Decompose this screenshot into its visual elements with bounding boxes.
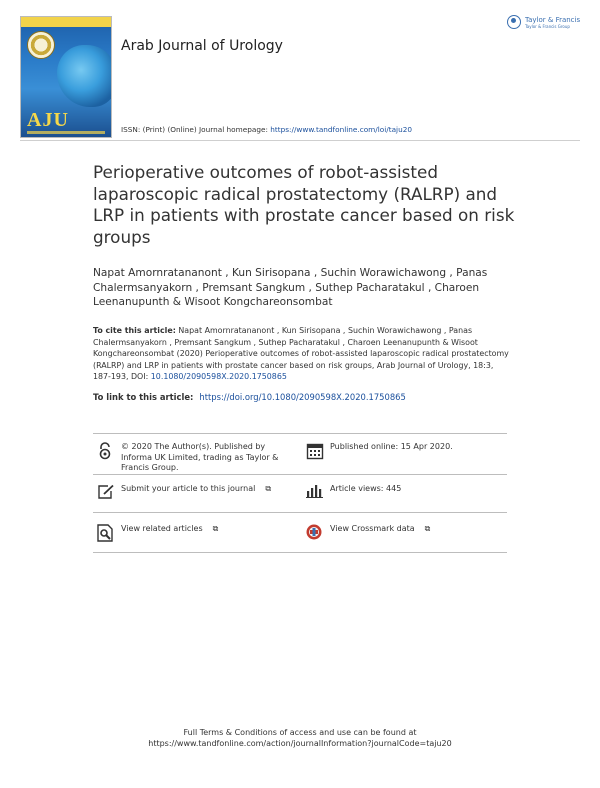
info-divider-2 (93, 512, 507, 513)
citation (93, 325, 513, 383)
external-link-icon: ⧉ (424, 524, 431, 533)
crossmark-link[interactable]: View Crossmark data (330, 524, 415, 533)
cover-artwork (57, 45, 112, 107)
external-link-icon: ⧉ (265, 484, 272, 493)
header-divider (20, 140, 580, 141)
article-link-line (93, 392, 406, 402)
journal-title: Arab Journal of Urology (121, 38, 283, 54)
info-divider-bottom (93, 552, 507, 553)
journal-cover-image (20, 16, 112, 138)
submit-cell[interactable] (97, 484, 297, 500)
article-authors: Napat Amornratananont , Kun Sirisopana , Suchin Worawichawong , Panas Chalermsanyakorn , Premsant Sangkum , Suthep Pacharatakul , Charoen Leenanupunth & Wisoot Kongchareonsombat (93, 267, 488, 308)
search-icon (97, 524, 113, 540)
submit-article-link[interactable]: Submit your article to this journal (121, 484, 256, 493)
footer-terms-text: Full Terms & Conditions of access and use can be found at (183, 728, 417, 737)
cover-band (21, 17, 111, 27)
article-views: Article views: 445 (330, 484, 402, 493)
open-access-icon (97, 442, 113, 458)
cover-seal-icon (27, 31, 55, 59)
article-link-label: To link to this article: (93, 392, 194, 402)
info-divider-1 (93, 474, 507, 475)
license-cell (97, 442, 297, 474)
article-link-url[interactable]: https://doi.org/10.1080/2090598X.2020.1750865 (199, 392, 406, 402)
issn-line (121, 125, 412, 134)
article-title: Perioperative outcomes of robot-assisted laparoscopic radical prostatectomy (RALRP) and LRP in patients with prostate cancer based on risk groups (93, 162, 515, 247)
crossmark-icon (306, 524, 322, 540)
doi-link[interactable]: 10.1080/2090598X.2020.1750865 (150, 372, 287, 381)
publisher-logo-text: Taylor & Francis (525, 15, 581, 24)
publisher-logo (507, 15, 580, 29)
publisher-logo-icon (507, 15, 521, 29)
info-divider-top (93, 433, 507, 434)
published-cell (306, 442, 506, 458)
published-date: Published online: 15 Apr 2020. (330, 442, 453, 451)
license-text: © 2020 The Author(s). Published by Informa UK Limited, trading as Taylor & Francis Group. (121, 442, 279, 472)
citation-text: Napat Amornratananont , Kun Sirisopana , Suchin Worawichawong , Panas Chalermsanyakorn , Premsant Sangkum , Suthep Pacharatakul , Charoen Leenanupunth & Wisoot Kongchareonsombat (2020) Perioperative outcomes of robot-assisted laparoscopic radical prostatectomy (RALRP) and LRP in patients with prostate cancer based on risk groups, Arab Journal of Urology, 18:3, 187-193, DOI: (93, 326, 509, 381)
edit-icon (97, 484, 113, 500)
views-cell (306, 484, 506, 500)
external-link-icon: ⧉ (212, 524, 219, 533)
journal-homepage-link[interactable]: https://www.tandfonline.com/loi/taju20 (270, 125, 412, 134)
bar-chart-icon (306, 484, 322, 500)
citation-label: To cite this article: (93, 326, 176, 335)
publisher-logo-subtext: Taylor & Francis Group (525, 23, 570, 29)
cover-logo: AJU (27, 109, 69, 131)
calendar-icon (306, 442, 322, 458)
footer (0, 727, 600, 749)
related-cell[interactable] (97, 524, 297, 540)
issn-prefix: ISSN: (Print) (Online) Journal homepage: (121, 125, 271, 134)
footer-terms-link[interactable]: https://www.tandfonline.com/action/journalInformation?journalCode=taju20 (148, 739, 452, 748)
crossmark-cell[interactable] (306, 524, 506, 540)
related-articles-link[interactable]: View related articles (121, 524, 203, 533)
cover-subtitle-bar (27, 131, 105, 134)
